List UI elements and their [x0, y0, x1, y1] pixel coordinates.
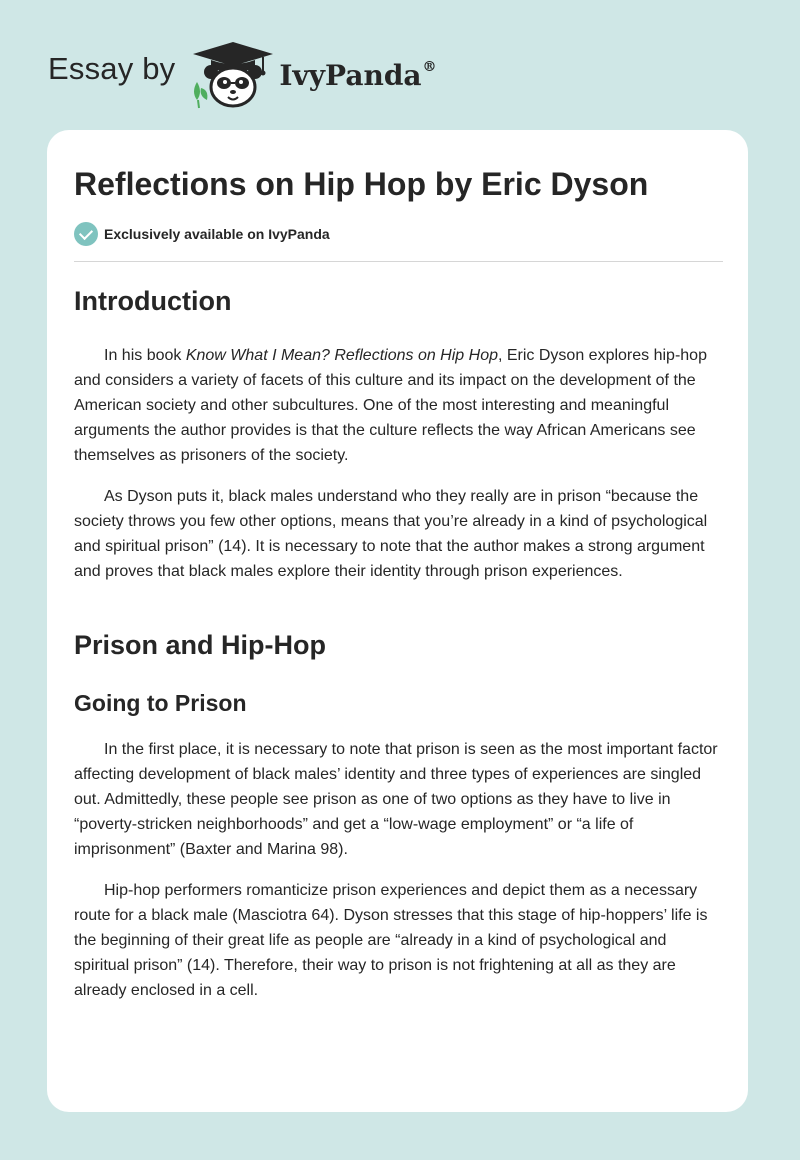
- intro-paragraph-1: In his book Know What I Mean? Reflections on Hip Hop, Eric Dyson explores hip-hop and considers a variety of facets of this culture and its impact on the development of the American society and other subcultures. One of the most interesting and meaningful arguments the author provides is that the culture reflects the way African Americans see themselves as prisoners of the society.: [74, 347, 707, 464]
- panda-graduation-cap-icon[interactable]: [189, 38, 277, 110]
- brand-header: [48, 38, 437, 110]
- essay-title: Reflections on Hip Hop by Eric Dyson: [74, 166, 649, 202]
- title-divider: [74, 261, 723, 262]
- heading-prison-and-hip-hop: Prison and Hip-Hop: [74, 630, 326, 660]
- section-paragraph-2: Hip-hop performers romanticize prison experiences and depict them as a necessary route for a black male (Masciotra 64). Dyson stresses that this stage of hip-hoppers’ life is the beginning of their great life as people are “already in a kind of psychological and spiritual prison” (14). Therefore, their way to prison is not frightening at all as they are already enclosed in a cell.: [74, 882, 708, 999]
- brand-name: IvyPanda®: [279, 58, 437, 92]
- heading-going-to-prison: Going to Prison: [74, 690, 247, 716]
- heading-introduction: Introduction: [74, 286, 232, 316]
- exclusive-badge: [74, 222, 330, 246]
- book-title: Know What I Mean? Reflections on Hip Hop: [185, 347, 498, 364]
- exclusive-label: Exclusively available on IvyPanda: [104, 226, 330, 242]
- brand-prefix: Essay by: [48, 51, 176, 86]
- check-circle-icon: [74, 222, 98, 246]
- essay-card: [47, 130, 748, 1112]
- registered-mark: ®: [422, 58, 437, 75]
- intro-paragraph-2: As Dyson puts it, black males understand who they really are in prison “because the society throws you few other options, means that you’re already in a kind of psychological and spiritual prison” (14). It is necessary to note that the author makes a strong argument and proves that black males explore their identity through prison experiences.: [74, 488, 708, 580]
- section-paragraph-1: In the first place, it is necessary to note that prison is seen as the most important factor affecting development of black males’ identity and three types of experiences are singled out. Admittedly, these people see prison as one of two options as they have to live in “poverty-stricken neighborhoods” and get a “low-wage employment” or “a life of imprisonment” (Baxter and Marina 98).: [74, 741, 718, 858]
